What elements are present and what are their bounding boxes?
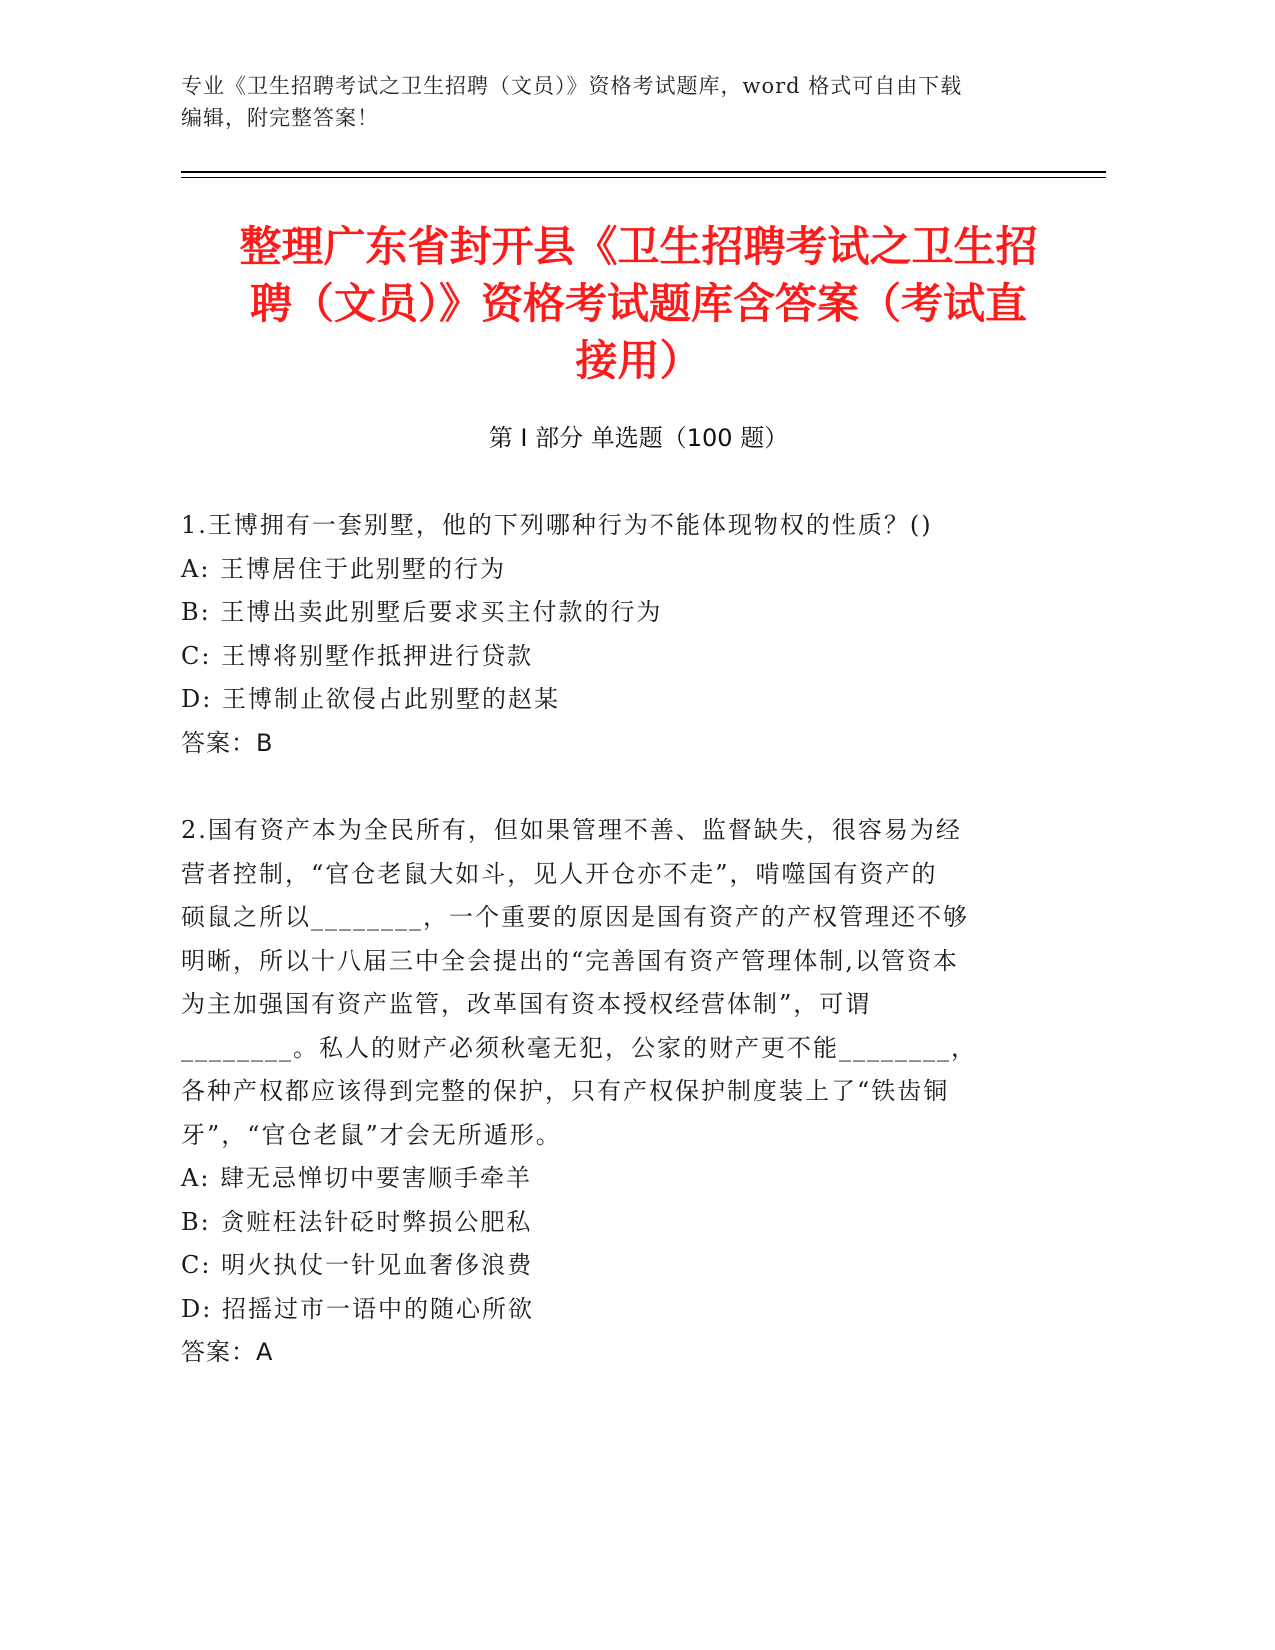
option-b: B: 王博出卖此别墅后要求买主付款的行为 [181,598,663,626]
question-stem-line: 2.国有资产本为全民所有，但如果管理不善、监督缺失，很容易为经 [181,816,962,844]
question-stem-line: 明晰，所以十八届三中全会提出的“完善国有资产管理体制,以管资本 [181,946,959,975]
question-stem-line: ________。私人的财产必须秋毫无犯，公家的财产更不能________， [181,1033,977,1062]
header-divider-thin [181,177,1106,178]
question-stem-line: 1.王博拥有一套别墅，他的下列哪种行为不能体现物权的性质？() [181,511,933,539]
option-d: D: 招摇过市一语中的随心所欲 [181,1294,534,1323]
question-stem-line: 牙”，“官仓老鼠”才会无所遁形。 [181,1120,562,1149]
option-a: A: 王博居住于此别墅的行为 [181,554,507,583]
title-line-2: 聘（文员）》资格考试题库含答案（考试直 [249,279,1027,328]
header-divider-thick [181,171,1106,173]
header-note-line-2: 编辑，附完整答案！ [181,106,379,130]
title-line-3: 接用） [575,336,702,385]
option-c: C: 王博将别墅作抵押进行贷款 [181,641,534,670]
question-1 [181,504,1041,765]
question-stem-line: 为主加强国有资产监管，改革国有资本授权经营体制”，可谓 [181,990,872,1018]
title-line-1: 整理广东省封开县《卫生招聘考试之卫生招 [239,222,1038,271]
question-stem-line: 各种产权都应该得到完整的保护，只有产权保护制度装上了“铁齿铜 [181,1077,950,1105]
answer: 答案：B [181,728,274,757]
question-stem-line: 营者控制，“官仓老鼠大如斗，见人开仓亦不走”，啃噬国有资产的 [181,859,938,888]
question-stem-line: 硕鼠之所以________，一个重要的原因是国有资产的产权管理还不够 [181,903,969,931]
header-note-line-1: 专业《卫生招聘考试之卫生招聘（文员）》资格考试题库，word 格式可自由下载 [181,74,963,98]
option-c: C: 明火执仗一针见血奢侈浪费 [181,1251,534,1279]
document-title [181,218,1096,389]
header-note [181,70,1061,134]
answer: 答案：A [181,1338,274,1366]
section-heading: 第 I 部分 单选题（100 题） [488,424,789,452]
option-d: D: 王博制止欲侵占此别墅的赵某 [181,685,560,713]
question-2 [181,809,1041,1375]
option-b: B: 贪赃枉法针砭时弊损公肥私 [181,1207,533,1236]
option-a: A: 肆无忌惮切中要害顺手牵羊 [181,1164,533,1192]
